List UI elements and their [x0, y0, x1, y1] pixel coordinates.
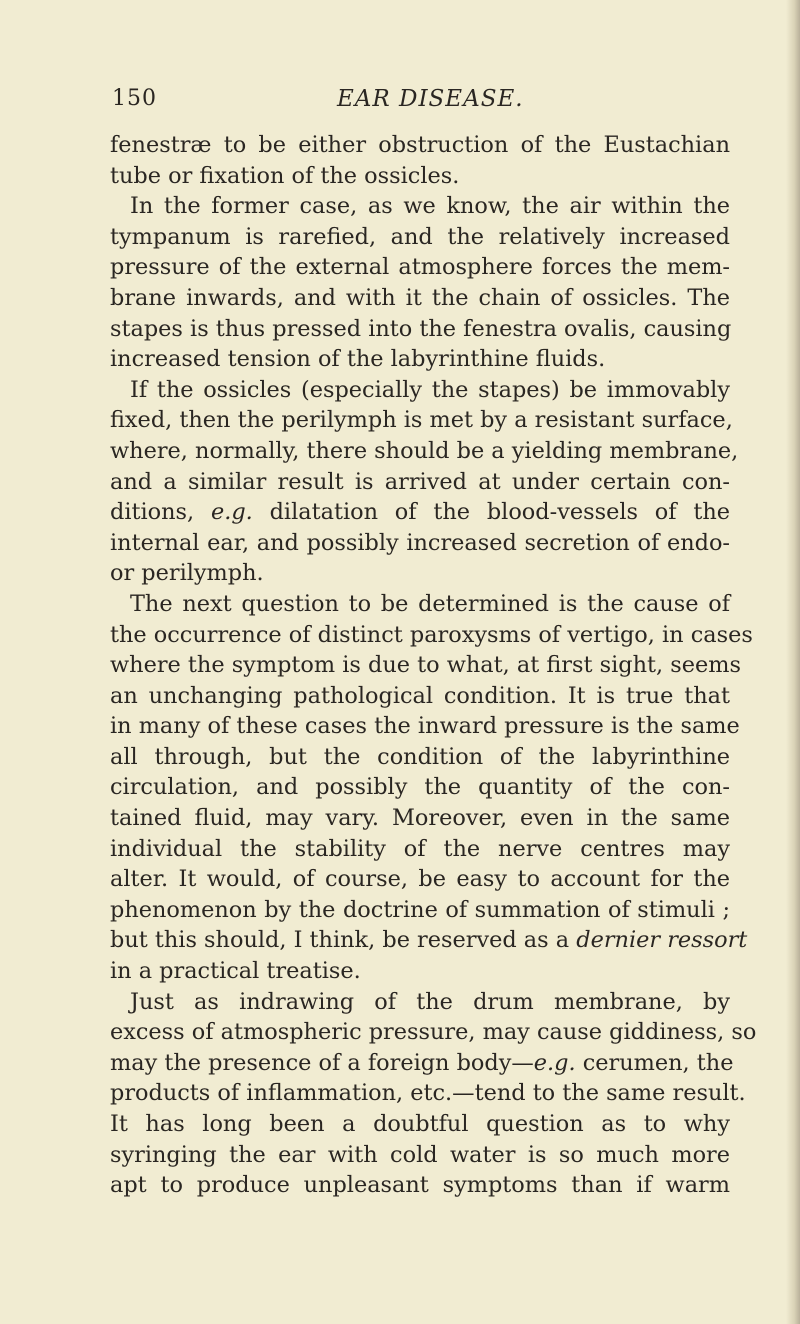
text-line: tympanum is rarefied, and the relatively increased: [110, 223, 730, 250]
text-line: fixed, then the perilymph is met by a resistant surface,: [110, 407, 733, 434]
text-line: fenestræ to be either obstruction of the Eustachian: [110, 132, 730, 158]
text-fragment: but this should, I think, be reserved as a: [110, 927, 577, 954]
page-number: 150: [112, 86, 157, 111]
text-line: apt to produce unpleasant symptoms than if warm: [110, 1172, 730, 1199]
italic-phrase: dernier ressort: [576, 927, 748, 954]
text-line: in many of these cases the inward pressure is the same: [110, 713, 740, 740]
text-line: In the former case, as we know, the air within the: [130, 193, 730, 220]
text-line: [110, 925, 748, 956]
text-line: circulation, and possibly the quantity of the con-: [110, 774, 730, 801]
text-line: [110, 1048, 734, 1079]
text-line: tained fluid, may vary. Moreover, even in the same: [110, 805, 730, 832]
italic-abbreviation: e.g.: [533, 1049, 576, 1076]
text-line: internal ear, and possibly increased secretion of endo-: [110, 529, 730, 556]
text-fragment: may the presence of a foreign body—: [110, 1049, 534, 1076]
text-line: tube or fixation of the ossicles.: [110, 162, 460, 189]
text-line: The next question to be determined is the cause of: [130, 590, 730, 617]
text-line: excess of atmospheric pressure, may cause giddiness, so: [110, 1019, 757, 1046]
italic-abbreviation: e.g.: [210, 499, 253, 526]
text-line: increased tension of the labyrinthine fluids.: [110, 346, 606, 373]
running-head: [112, 86, 722, 118]
body-text: [110, 130, 757, 1201]
text-line: [110, 497, 730, 528]
text-line: or perilymph.: [110, 560, 264, 587]
text-line: where the symptom is due to what, at first sight, seems: [110, 652, 741, 679]
text-line: It has long been a doubtful question as to why: [110, 1111, 730, 1137]
text-fragment: dilatation of the blood-vessels of the: [252, 499, 731, 526]
text-line: stapes is thus pressed into the fenestra ovalis, causing: [110, 315, 732, 342]
text-line: pressure of the external atmosphere forces the mem-: [110, 254, 730, 281]
page-edge-shadow: [786, 0, 800, 1324]
text-line: where, normally, there should be a yielding membrane,: [110, 437, 739, 464]
text-line: in a practical treatise.: [110, 958, 361, 985]
text-line: alter. It would, of course, be easy to account for the: [110, 866, 730, 893]
text-line: products of inflammation, etc.—tend to the same result.: [110, 1080, 746, 1107]
text-line: individual the stability of the nerve centres may: [110, 835, 730, 862]
text-line: an unchanging pathological condition. It is true that: [110, 682, 730, 709]
text-line: Just as indrawing of the drum membrane, by: [130, 988, 730, 1015]
text-line: If the ossicles (especially the stapes) be immovably: [130, 376, 730, 403]
text-line: all through, but the condition of the labyrinthine: [110, 743, 730, 770]
text-line: brane inwards, and with it the chain of ossicles. The: [110, 284, 730, 311]
text-fragment: ditions,: [110, 499, 211, 526]
text-line: phenomenon by the doctrine of summation of stimuli ;: [110, 896, 730, 923]
text-line: syringing the ear with cold water is so much more: [110, 1141, 730, 1168]
text-fragment: cerumen, the: [575, 1049, 734, 1076]
text-line: the occurrence of distinct paroxysms of vertigo, in cases: [110, 621, 753, 648]
chapter-title: EAR DISEASE.: [337, 86, 524, 112]
text-line: and a similar result is arrived at under certain con-: [110, 468, 730, 495]
